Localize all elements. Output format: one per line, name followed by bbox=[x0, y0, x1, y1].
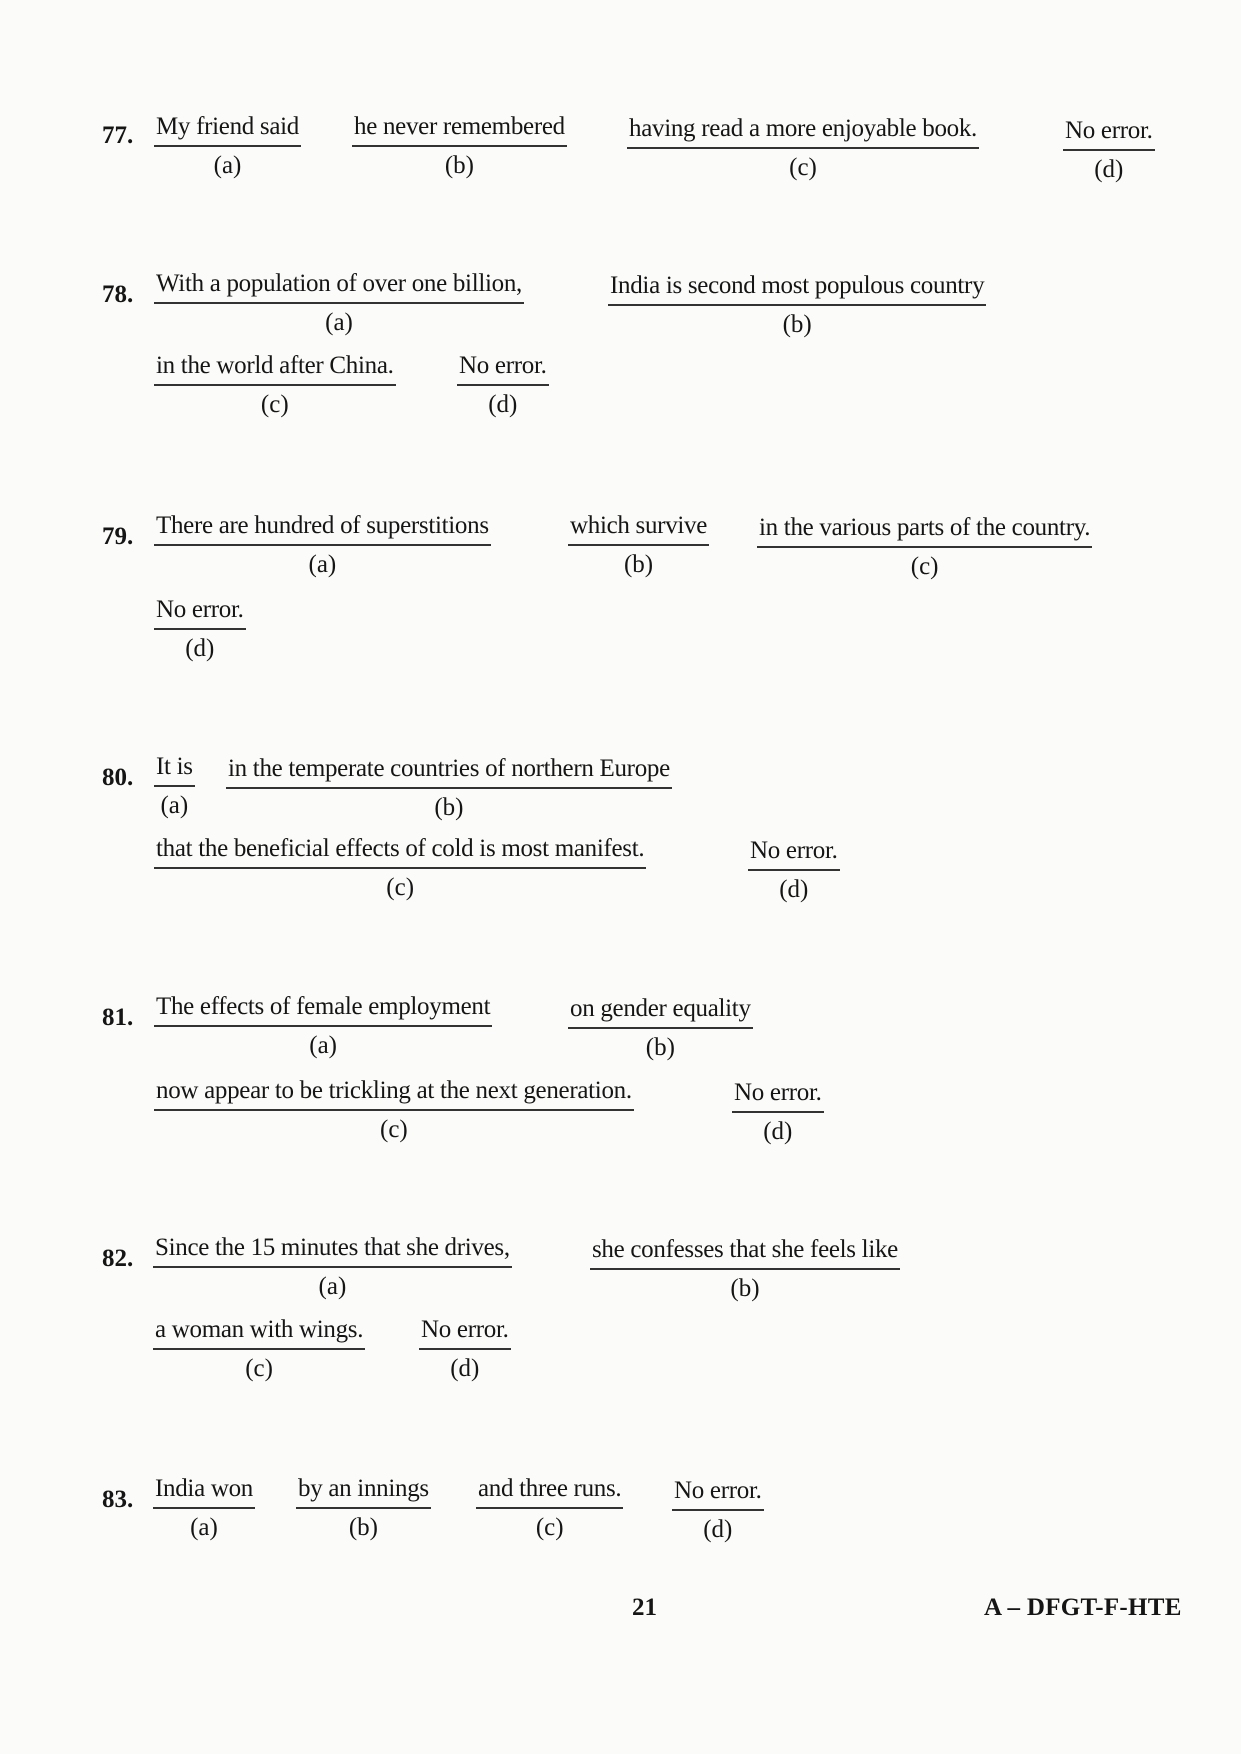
option-b bbox=[568, 511, 709, 580]
option-label: (a) bbox=[190, 1514, 218, 1541]
booklet-code: A – DFGT-F-HTE bbox=[984, 1594, 1182, 1621]
option-text: With a population of over one billion, bbox=[154, 269, 524, 304]
question-number: 83. bbox=[102, 1486, 134, 1513]
question-number: 78. bbox=[102, 281, 134, 308]
option-text: Since the 15 minutes that she drives, bbox=[153, 1233, 512, 1268]
option-d bbox=[154, 595, 246, 664]
option-label: (a) bbox=[318, 1273, 347, 1300]
option-label: (d) bbox=[703, 1516, 733, 1543]
option-label: (d) bbox=[763, 1118, 793, 1145]
option-label: (a) bbox=[213, 152, 242, 179]
option-b bbox=[568, 994, 753, 1063]
option-label: (b) bbox=[444, 152, 474, 179]
option-text: My friend said bbox=[154, 112, 301, 147]
option-b bbox=[590, 1235, 900, 1304]
page-number: 21 bbox=[632, 1594, 657, 1621]
option-b bbox=[352, 112, 567, 181]
option-label: (b) bbox=[348, 1514, 378, 1541]
option-c bbox=[627, 114, 979, 183]
option-d bbox=[672, 1476, 764, 1545]
option-text: now appear to be trickling at the next generation. bbox=[154, 1076, 634, 1111]
option-a bbox=[154, 112, 301, 181]
option-a bbox=[154, 992, 492, 1061]
option-c bbox=[476, 1474, 623, 1543]
option-a bbox=[153, 1474, 255, 1543]
option-d bbox=[457, 351, 549, 420]
option-label: (d) bbox=[779, 876, 809, 903]
option-text: India won bbox=[153, 1474, 255, 1509]
option-label: (b) bbox=[730, 1275, 760, 1302]
option-label: (d) bbox=[488, 391, 518, 418]
question-number: 79. bbox=[102, 523, 134, 550]
option-label: (a) bbox=[308, 551, 337, 578]
option-label: (c) bbox=[386, 874, 415, 901]
option-text: No error. bbox=[457, 351, 549, 386]
option-label: (b) bbox=[782, 311, 812, 338]
option-b bbox=[296, 1474, 431, 1543]
option-label: (a) bbox=[309, 1032, 337, 1059]
option-text: No error. bbox=[419, 1315, 511, 1350]
option-b bbox=[226, 754, 672, 823]
option-text: There are hundred of superstitions bbox=[154, 511, 491, 546]
option-c bbox=[757, 513, 1092, 582]
option-label: (a) bbox=[160, 792, 189, 819]
option-text: he never remembered bbox=[352, 112, 567, 147]
question-number: 77. bbox=[102, 122, 134, 149]
option-text: on gender equality bbox=[568, 994, 753, 1029]
option-d bbox=[732, 1078, 824, 1147]
option-a bbox=[154, 511, 491, 580]
option-text: The effects of female employment bbox=[154, 992, 492, 1027]
option-label: (d) bbox=[185, 635, 215, 662]
option-text: by an innings bbox=[296, 1474, 431, 1509]
option-text: in the various parts of the country. bbox=[757, 513, 1092, 548]
option-label: (a) bbox=[325, 309, 353, 336]
option-label: (b) bbox=[645, 1034, 675, 1061]
option-text: No error. bbox=[732, 1078, 824, 1113]
option-text: India is second most populous country bbox=[608, 271, 986, 306]
option-text: and three runs. bbox=[476, 1474, 623, 1509]
option-label: (b) bbox=[623, 551, 654, 578]
option-label: (c) bbox=[380, 1116, 408, 1143]
option-text: in the temperate countries of northern Europe bbox=[226, 754, 672, 789]
question-number: 80. bbox=[102, 764, 134, 791]
option-d bbox=[1063, 116, 1155, 185]
option-text: that the beneficial effects of cold is most manifest. bbox=[154, 834, 646, 869]
option-label: (c) bbox=[789, 154, 817, 181]
question-number: 81. bbox=[102, 1004, 134, 1031]
option-label: (d) bbox=[450, 1355, 480, 1382]
option-label: (c) bbox=[245, 1355, 273, 1382]
option-text: It is bbox=[154, 752, 195, 787]
option-label: (c) bbox=[260, 391, 289, 418]
option-b bbox=[608, 271, 986, 340]
option-label: (c) bbox=[910, 553, 939, 580]
option-d bbox=[419, 1315, 511, 1384]
option-text: No error. bbox=[1063, 116, 1155, 151]
option-label: (d) bbox=[1094, 156, 1124, 183]
option-a bbox=[153, 1233, 512, 1302]
option-text: No error. bbox=[748, 836, 840, 871]
option-c bbox=[154, 834, 646, 903]
option-d bbox=[748, 836, 840, 905]
option-text: No error. bbox=[154, 595, 246, 630]
option-label: (c) bbox=[535, 1514, 564, 1541]
option-text: in the world after China. bbox=[154, 351, 396, 386]
option-c bbox=[154, 1076, 634, 1145]
option-c bbox=[153, 1315, 365, 1384]
option-text: a woman with wings. bbox=[153, 1315, 365, 1350]
option-label: (b) bbox=[434, 794, 464, 821]
option-c bbox=[154, 351, 396, 420]
option-text: No error. bbox=[672, 1476, 764, 1511]
option-a bbox=[154, 752, 195, 821]
option-a bbox=[154, 269, 524, 338]
question-number: 82. bbox=[102, 1245, 134, 1272]
option-text: which survive bbox=[568, 511, 709, 546]
option-text: having read a more enjoyable book. bbox=[627, 114, 979, 149]
option-text: she confesses that she feels like bbox=[590, 1235, 900, 1270]
